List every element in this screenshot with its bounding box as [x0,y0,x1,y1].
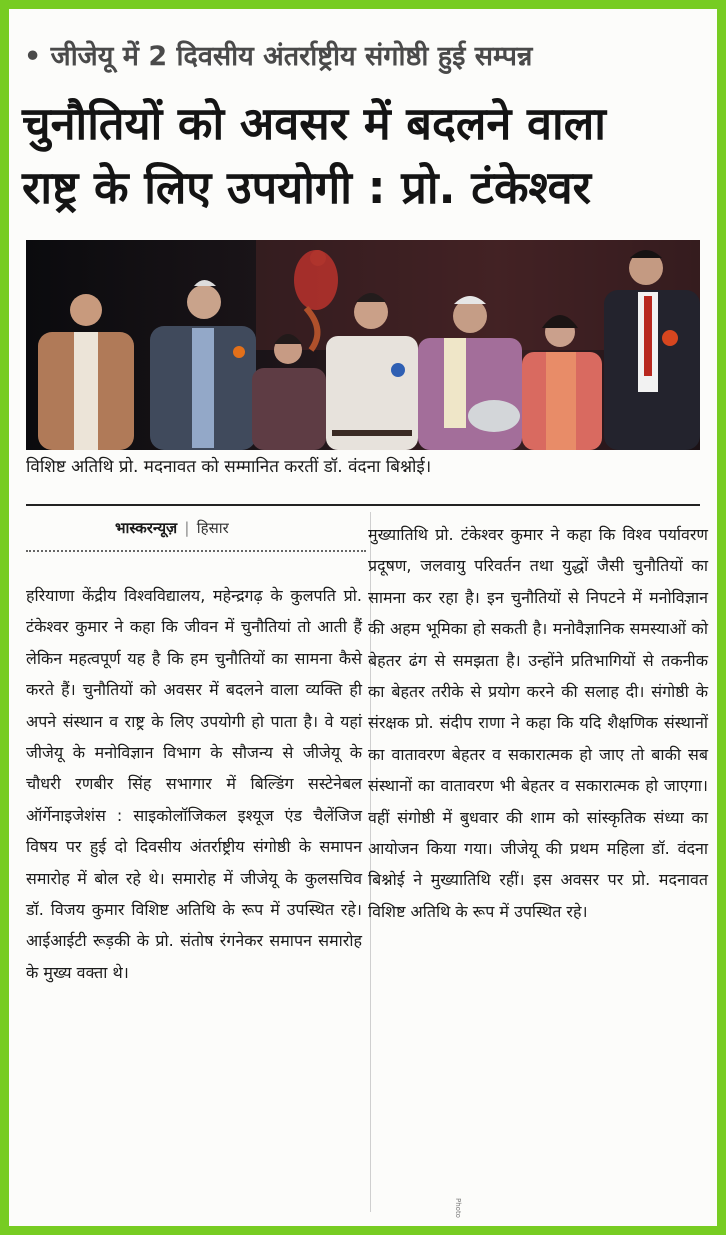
byline-separator: | [184,519,190,537]
caption-rule [26,504,700,506]
article-column-left [26,580,362,988]
article-paragraph-left: हरियाणा केंद्रीय विश्वविद्यालय, महेन्द्रगढ़ के कुलपति प्रो. टंकेश्वर कुमार ने कहा कि जीवन में चुनौतियां तो आती हैं लेकिन महत्वपूर्ण यह है कि हम चुनौतियों का सामना कैसे करते हैं। चुनौतियों को अवसर में बदलने वाला व्यक्ति ही अपने संस्थान व राष्ट्र के लिए उपयोगी हो पाता है। वे यहां जीजेयू के मनोविज्ञान विभाग के सौजन्य से जीजेयू के चौधरी रणबीर सिंह सभागार में बिल्डिंग सस्टेनेबल ऑर्गेनाइजेशंस : साइकोलॉजिकल इश्यूज एंड चैलेंजिज विषय पर हुई दो दिवसीय अंतर्राष्ट्रीय संगोष्ठी के समापन समारोह में बोल रहे थे। समारोह में जीजेयू के कुलसचिव डॉ. विजय कुमार विशिष्ट अतिथि के रूप में उपस्थित रहे। आईआईटी रूड़की के प्रो. संतोष रंगनेकर समापन समारोह के मुख्य वक्ता थे। [26,586,362,982]
event-photo-illustration [26,240,700,450]
event-photo [26,240,700,450]
headline [22,92,712,220]
byline [115,518,229,538]
kicker: • जीजेयू में 2 दिवसीय अंतर्राष्ट्रीय संगोष्ठी हुई सम्पन्न [24,41,533,72]
headline-line-2: राष्ट्र के लिए उपयोगी : प्रो. टंकेश्वर [22,161,592,214]
photo-credit: Photo [454,1198,462,1218]
byline-divider [26,550,366,552]
byline-place: हिसार [196,519,229,537]
headline-line-1: चुनौतियों को अवसर में बदलने वाला [22,97,606,150]
byline-source: भास्करन्यूज़ [115,519,178,537]
photo-caption: विशिष्ट अतिथि प्रो. मदनावत को सम्मानित करतीं डॉ. वंदना बिश्नोई। [26,457,432,477]
article-column-right [368,519,708,927]
article-paragraph-right: मुख्यातिथि प्रो. टंकेश्वर कुमार ने कहा कि विश्व पर्यावरण प्रदूषण, जलवायु परिवर्तन तथा युद्धों जैसी चुनौतियों का सामना कर रहा है। इन चुनौतियों से निपटने में मनोविज्ञान की अहम भूमिका हो सकती है। मनोवैज्ञानिक समस्याओं को बेहतर ढंग से समझता है। उन्होंने प्रतिभागियों से तकनीक का बेहतर तरीके से प्रयोग करने की सलाह दी। संगोष्ठी के संरक्षक प्रो. संदीप राणा ने कहा कि यदि शैक्षणिक संस्थानों का वातावरण बेहतर व सकारात्मक हो जाए तो बाकी सब संस्थानों का वातावरण भी बेहतर व सकारात्मक हो जाएगा। वहीं संगोष्ठी में बुधवार की शाम को सांस्कृतिक संध्या का आयोजन किया गया। जीजेयू की प्रथम महिला डॉ. वंदना बिश्नोई ने मुख्यातिथि रहीं। इस अवसर पर प्रो. मदनावत विशिष्ट अतिथि के रूप में उपस्थित रहे। [368,525,708,921]
